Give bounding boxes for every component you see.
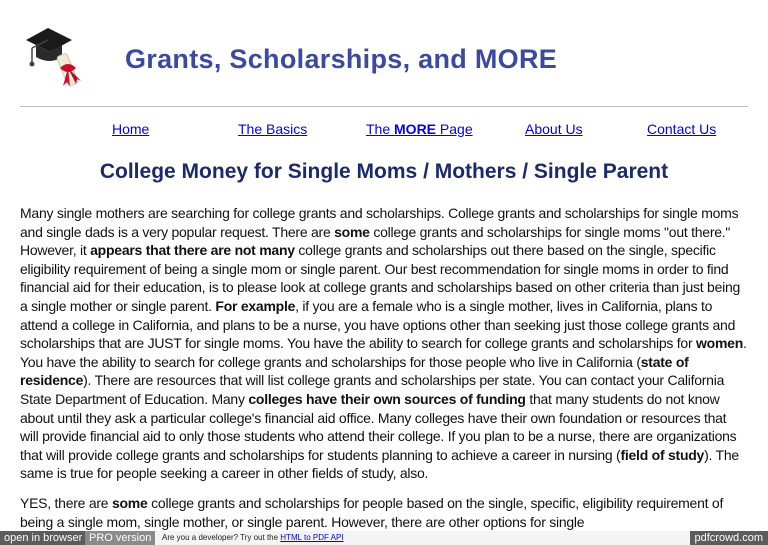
nav-about-us-link[interactable]: About Us: [525, 121, 583, 137]
nav-more-bold: MORE: [394, 121, 437, 137]
emphasized-text: field of study: [620, 446, 705, 463]
text-run: college grants and scholarships out there based on the single, specific eligibility requirement of being a single mom or single parent. Our best recommendation for single moms in order to find financial aid for their education, is to please look at college grants and scholarships based on other criteria than just being a single mother or single parent.: [20, 242, 741, 314]
text-run: . You have the ability to search for college grants and scholarships for those people who live in California (: [20, 335, 747, 370]
nav-contact-us-link[interactable]: Contact Us: [647, 121, 717, 137]
emphasized-text: some: [111, 495, 148, 511]
nav-more-suffix: Page: [436, 121, 473, 137]
open-in-browser-button[interactable]: open in browser: [0, 531, 86, 545]
emphasized-text: For example: [215, 297, 296, 314]
text-run: that many students do not know about until they ask a particular college's financial aid office. Many colleges have their own foundation or resources that will provide financial aid to only those students who attend their college. If you plan to be a nurse, there are organizations that will provide college grants and scholarships for students planning to achieve a career in nursing (: [20, 390, 737, 463]
text-run: YES, there are: [20, 495, 112, 511]
article-paragraph-1: [20, 204, 748, 483]
header-divider: [20, 106, 748, 107]
site-title: Grants, Scholarships, and MORE: [125, 44, 558, 74]
nav-home-link[interactable]: Home: [112, 121, 150, 137]
emphasized-text: appears that there are not many: [90, 242, 295, 259]
nav-the-basics-link[interactable]: The Basics: [238, 121, 308, 137]
text-run: college grants and scholarships for single moms "out there." However, it: [20, 223, 731, 259]
text-run: , if you are a female who is a single mother, lives in California, plans to attend a college in California, and plans to be a nurse, you have options other than seeking just those college grants and scholarships that are JUST for single moms. You have the ability to search for college grants and scholarships for: [20, 297, 736, 352]
text-run: Many single mothers are searching for college grants and scholarships. College grants and scholarships for single moms and single dads is a very popular request. There are: [20, 205, 739, 240]
emphasized-text: some: [334, 223, 370, 240]
emphasized-text: colleges have their own sources of funding: [248, 390, 526, 407]
pdfcrowd-brand-button[interactable]: pdfcrowd.com: [690, 531, 768, 545]
text-run: college grants and scholarships for people based on the single, specific, eligibility requirement of being a single mom, single mother, or single parent. However, there are other options for single: [20, 495, 724, 530]
developer-note-text: Are you a developer? Try out the: [162, 533, 281, 542]
nav-more-page-link[interactable]: [366, 121, 473, 137]
emphasized-text: state of residence: [20, 353, 689, 389]
graduation-cap-diploma-icon: [22, 24, 100, 90]
pro-version-button[interactable]: PRO version: [85, 531, 155, 545]
text-run: ). The same is true for people seeking a career in other fields of study, also.: [20, 446, 739, 482]
emphasized-text: women: [696, 335, 744, 352]
text-run: ). There are resources that will list college grants and scholarships per state. You can contact your California State Department of Education. Many: [20, 372, 725, 407]
article-paragraph-2: [20, 494, 748, 531]
pdfcrowd-footer-bar: [0, 531, 768, 545]
main-nav: [0, 121, 768, 139]
nav-more-prefix: The: [366, 121, 395, 137]
article-heading: College Money for Single Moms / Mothers / Single Parent: [99, 160, 669, 183]
developer-note: [162, 531, 344, 545]
html-to-pdf-api-link[interactable]: HTML to PDF API: [280, 533, 344, 542]
